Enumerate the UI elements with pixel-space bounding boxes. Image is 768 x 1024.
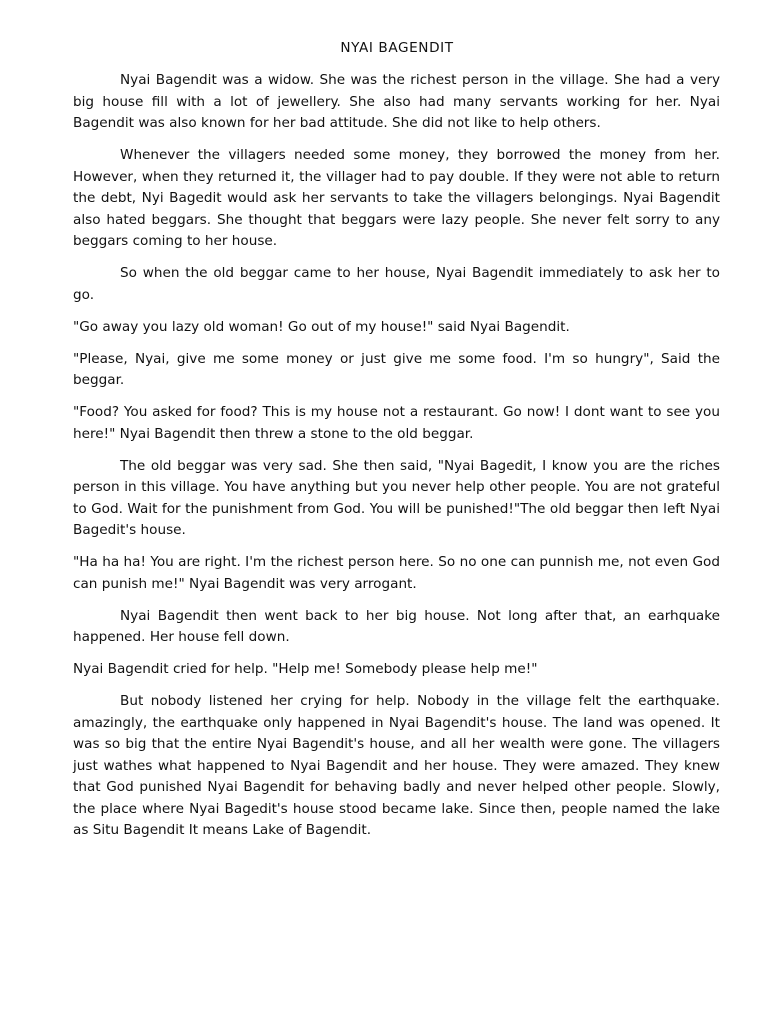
paragraph-7: The old beggar was very sad. She then said, "Nyai Bagedit, I know you are the riches person in this village. You have anything but you never help other people. You are not grateful to God. Wait for the punishment from God. You will be punished!"The old beggar then left Nyai Bagedit's house.	[73, 457, 720, 538]
paragraph-10: Nyai Bagendit cried for help. "Help me! Somebody please help me!"	[73, 661, 538, 677]
paragraph-3: So when the old beggar came to her house, Nyai Bagendit immediately to ask her to go.	[73, 265, 720, 303]
story-body	[73, 70, 720, 852]
paragraph-2: Whenever the villagers needed some money, they borrowed the money from her. However, when they returned it, the villager had to pay double. If they were not able to return the debt, Nyi Bagedit would ask her servants to take the villagers belongings. Nyai Bagendit also hated beggars. She thought that beggars were lazy people. She never felt sorry to any beggars coming to her house.	[73, 147, 720, 249]
paragraph-9: Nyai Bagendit then went back to her big house. Not long after that, an earhquake happened. Her house fell down.	[73, 607, 720, 645]
paragraph-6: "Food? You asked for food? This is my house not a restaurant. Go now! I dont want to see you here!" Nyai Bagendit then threw a stone to the old beggar.	[73, 404, 720, 442]
paragraph-11: But nobody listened her crying for help. Nobody in the village felt the earthquake. amazingly, the earthquake only happened in Nyai Bagendit's house. The land was opened. It was so big that the entire Nyai Bagendit's house, and all her wealth were gone. The villagers just wathes what happened to Nyai Bagendit and her house. They were amazed. They knew that God punished Nyai Bagendit for behaving badly and never helped other people. Slowly, the place where Nyai Bagedit's house stood became lake. Since then, people named the lake as Situ Bagendit It means Lake of Bagendit.	[73, 693, 720, 838]
paragraph-5: "Please, Nyai, give me some money or just give me some food. I'm so hungry", Said the beggar.	[73, 350, 720, 388]
paragraph-8: "Ha ha ha! You are right. I'm the richest person here. So no one can punnish me, not even God can punish me!" Nyai Bagendit was very arrogant.	[73, 554, 720, 592]
document-title: NYAI BAGENDIT	[340, 40, 454, 56]
paragraph-4: "Go away you lazy old woman! Go out of my house!" said Nyai Bagendit.	[73, 318, 570, 335]
paragraph-1: Nyai Bagendit was a widow. She was the richest person in the village. She had a very big house fill with a lot of jewellery. She also had many servants working for her. Nyai Bagendit was also known for her bad attitude. She did not like to help others.	[73, 72, 720, 131]
